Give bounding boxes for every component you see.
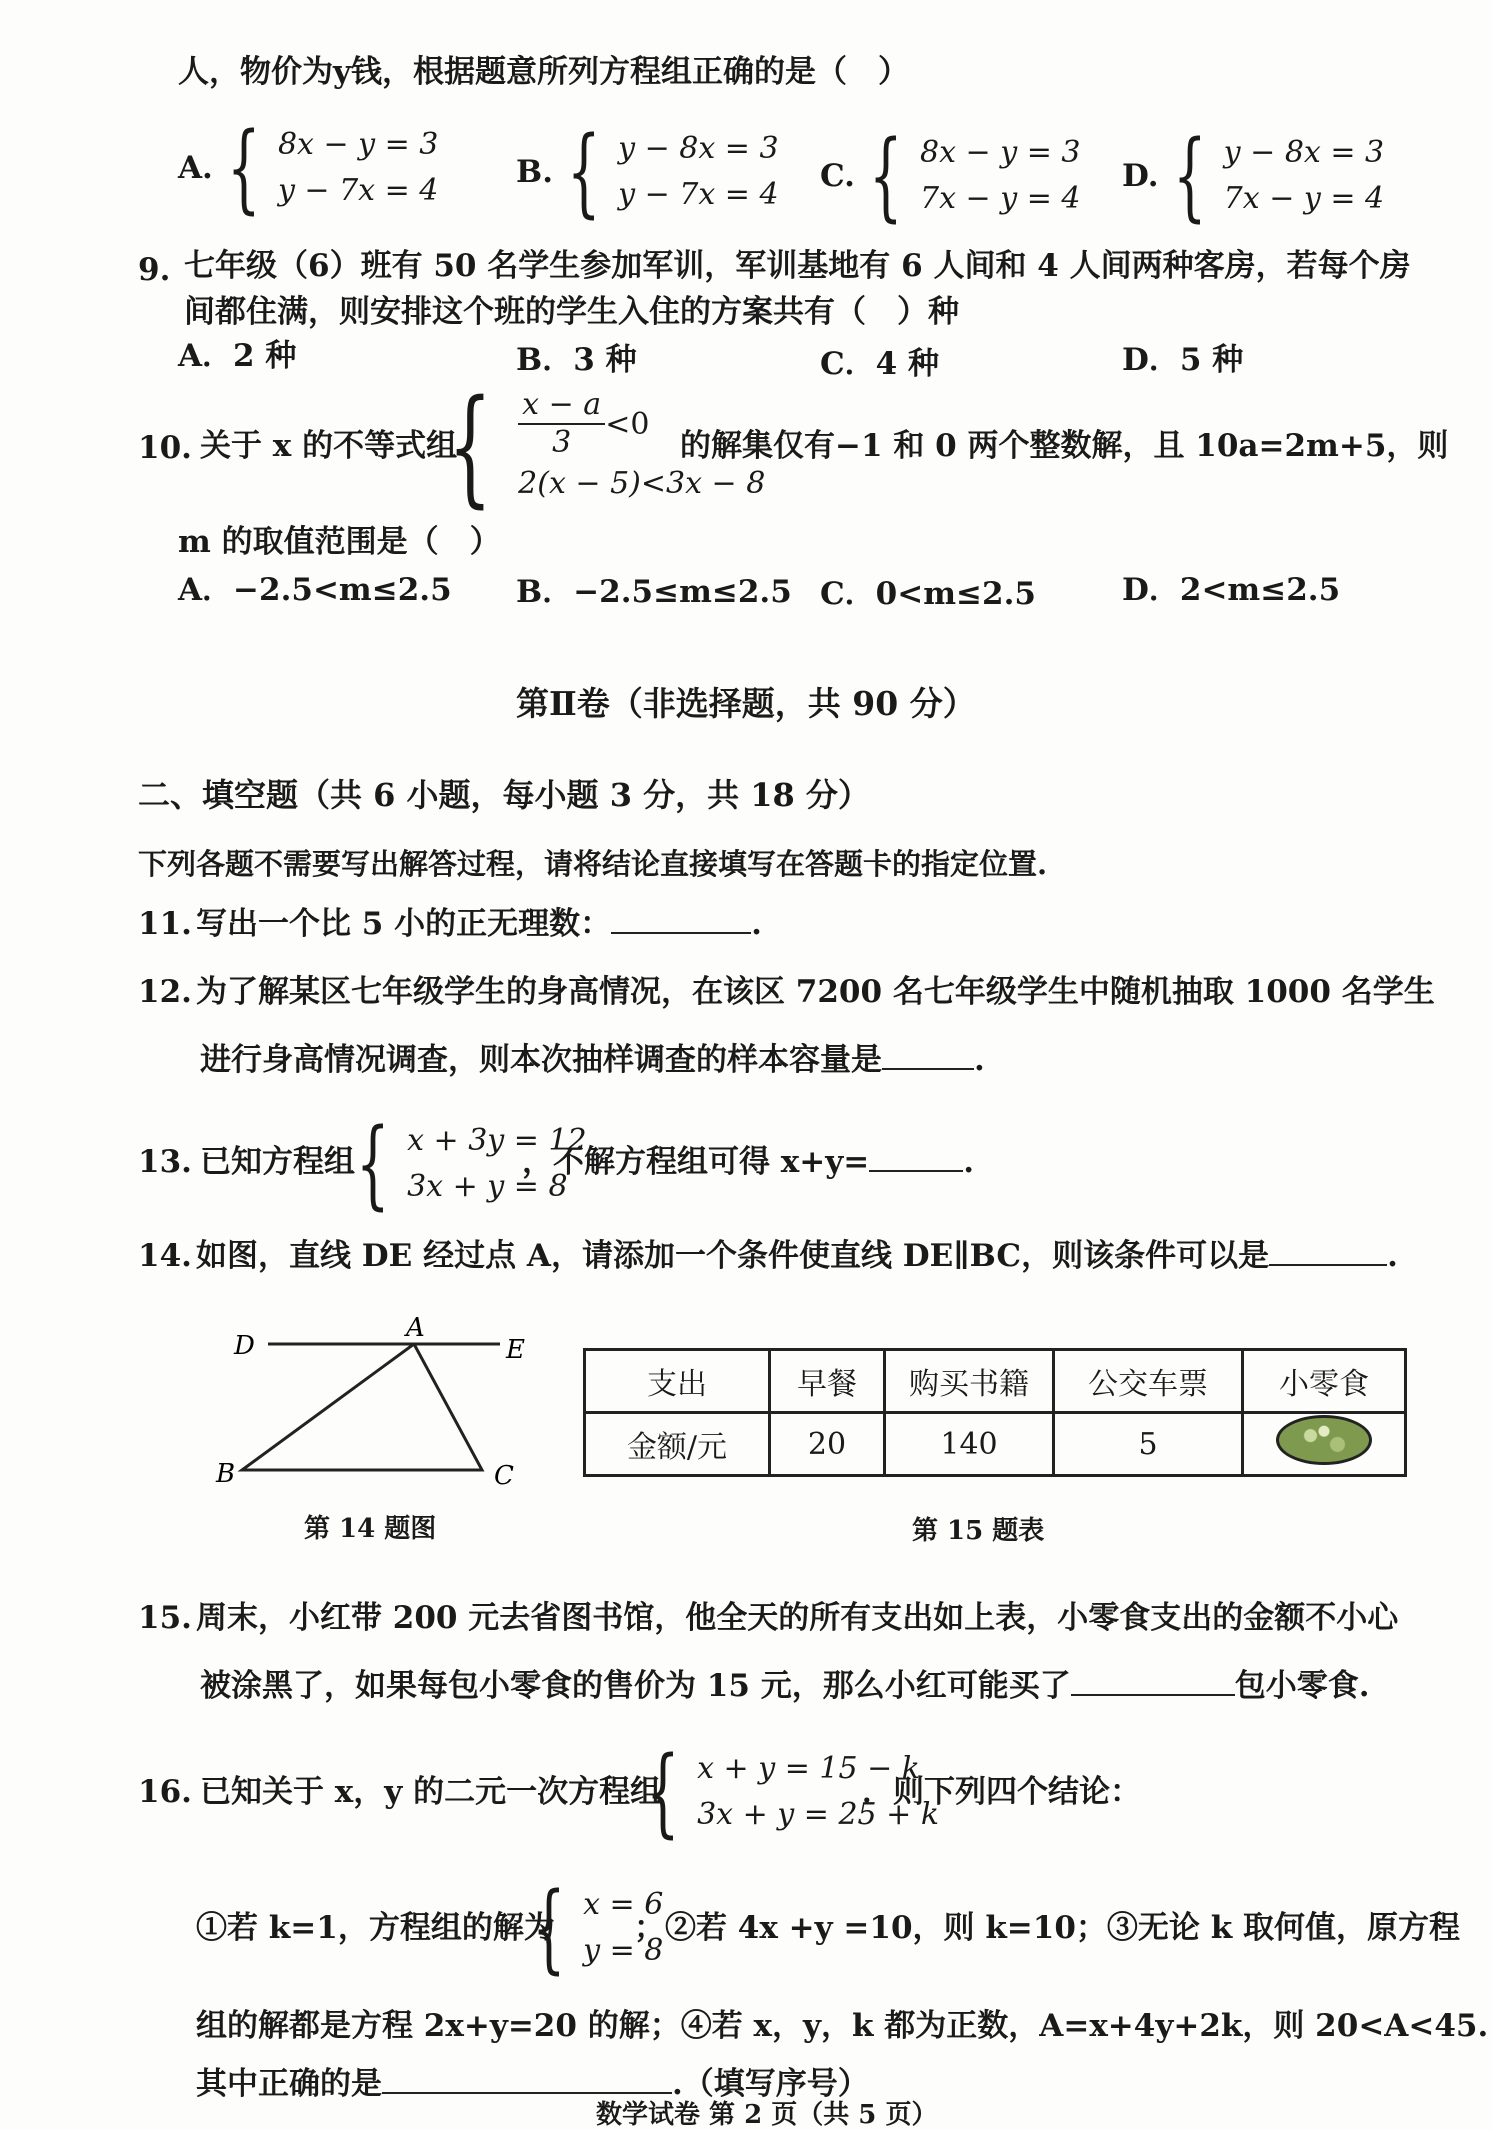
q9-option-b: B．3 种: [516, 342, 637, 378]
q10-inequality-system: { $\frac{x - a}{3}$ <0 2(x − 5)<3x − 8: [448, 373, 766, 520]
blacked-out-snack-amount: [1276, 1415, 1372, 1465]
table-cell: 140: [885, 1413, 1054, 1476]
q10-number: 10.: [138, 430, 192, 466]
triangle-abc: [242, 1344, 482, 1470]
table-header-row: [585, 1350, 1406, 1413]
table-15-caption: 第 15 题表: [912, 1516, 1045, 1546]
table-cell: 5: [1054, 1413, 1243, 1476]
q10-option-b: B．−2.5≤m≤2.5: [516, 574, 792, 610]
q12-line2: 进行身高情况调查，则本次抽样调查的样本容量是 .: [200, 1042, 985, 1078]
q16-number: 16.: [138, 1774, 192, 1810]
q13-equation-system: { x + 3y = 12 3x + y = 8: [356, 1108, 587, 1220]
q15-answer-blank[interactable]: [1071, 1694, 1235, 1696]
page-footer: 数学试卷 第 2 页（共 5 页）: [596, 2100, 938, 2130]
q12-number: 12.: [138, 974, 192, 1010]
q9-number: 9.: [138, 252, 171, 288]
q16-conclusion-1-prefix: ①若 k=1，方程组的解为: [196, 1910, 555, 1946]
q11-number: 11.: [138, 906, 192, 942]
table-header: 支出: [585, 1350, 770, 1413]
q10-prefix: 关于 x 的不等式组: [200, 428, 458, 464]
q10-suffix: 的解集仅有−1 和 0 两个整数解，且 10a=2m+5，则: [680, 428, 1449, 464]
label-d: D: [234, 1331, 255, 1361]
section-heading: 二、填空题（共 6 小题，每小题 3 分，共 18 分）: [138, 776, 870, 814]
table-header: 小零食: [1243, 1350, 1406, 1413]
table-row: [585, 1413, 1406, 1476]
q8-stem: 人，物价为y钱，根据题意所列方程组正确的是（ ）: [178, 54, 910, 90]
q16-line3: 组的解都是方程 2x+y=20 的解；④若 x，y，k 都为正数，A=x+4y+2k，则 20<A<45.: [196, 2008, 1489, 2044]
q16-solution-system: { x = 6 y = 8: [532, 1872, 664, 1984]
q8-option-b: B. { y − 8x = 3 y − 7x = 4: [516, 116, 779, 228]
q8-option-a: A. { 8x − y = 3 y − 7x = 4: [178, 112, 439, 224]
q14-number: 14.: [138, 1238, 192, 1274]
q15-number: 15.: [138, 1600, 192, 1636]
q10-option-d: D．2<m≤2.5: [1122, 572, 1341, 608]
expense-table: [583, 1348, 1407, 1477]
table-header: 购买书籍: [885, 1350, 1054, 1413]
table-cell: 20: [770, 1413, 885, 1476]
table-header: 公交车票: [1054, 1350, 1243, 1413]
table-header: 早餐: [770, 1350, 885, 1413]
figure-14-triangle: [200, 1300, 560, 1500]
q13-suffix: ，不解方程组可得 x+y= .: [522, 1144, 975, 1180]
q9-option-a: A．2 种: [178, 338, 297, 374]
q8-option-d: D. { y − 8x = 3 7x − y = 4: [1122, 120, 1385, 232]
label-c: C: [494, 1461, 514, 1491]
q14-answer-blank[interactable]: [1269, 1264, 1387, 1266]
q9-option-d: D．5 种: [1122, 342, 1244, 378]
q9-line2: 间都住满，则安排这个班的学生入住的方案共有（ ）种: [184, 294, 959, 330]
q11-answer-blank[interactable]: [611, 932, 751, 934]
label-e: E: [506, 1335, 525, 1365]
section-title: 第Ⅱ卷（非选择题，共 90 分）: [516, 684, 976, 723]
q10-option-c: C．0<m≤2.5: [820, 576, 1036, 612]
q15-line1: 周末，小红带 200 元去省图书馆，他全天的所有支出如上表，小零食支出的金额不小心: [196, 1600, 1399, 1636]
table-row-label: 金额/元: [585, 1413, 770, 1476]
label-a: A: [406, 1313, 425, 1343]
q16-prefix: 已知关于 x，y 的二元一次方程组: [200, 1774, 662, 1810]
section-instruction: 下列各题不需要写出解答过程，请将结论直接填写在答题卡的指定位置.: [138, 847, 1048, 881]
q14-text: 如图，直线 DE 经过点 A，请添加一个条件使直线 DE∥BC，则该条件可以是 .: [196, 1238, 1398, 1274]
label-b: B: [216, 1459, 236, 1489]
q13-number: 13.: [138, 1144, 192, 1180]
q9-line1: 七年级（6）班有 50 名学生参加军训，军训基地有 6 人间和 4 人间两种客房，若每个房: [184, 248, 1411, 284]
q13-prefix: 已知方程组: [200, 1144, 355, 1180]
q16-answer-blank[interactable]: [382, 2092, 672, 2094]
q16-suffix: ．则下列四个结论：: [862, 1774, 1141, 1810]
q16-line4: 其中正确的是 .（填写序号）: [196, 2066, 869, 2102]
q10-option-a: A．−2.5<m≤2.5: [178, 572, 452, 608]
q16-conclusion-1-suffix: ；②若 4x +y =10，则 k=10；③无论 k 取何值，原方程: [634, 1910, 1460, 1946]
q10-line2: m 的取值范围是（ ）: [178, 524, 501, 560]
q15-line2: 被涂黑了，如果每包小零食的售价为 15 元，那么小红可能买了 包小零食.: [200, 1668, 1370, 1704]
q12-answer-blank[interactable]: [882, 1068, 974, 1070]
table-cell-obscured: [1243, 1413, 1406, 1476]
q12-line1: 为了解某区七年级学生的身高情况，在该区 7200 名七年级学生中随机抽取 1000 名学生: [196, 974, 1435, 1010]
q8-option-c: C. { 8x − y = 3 7x − y = 4: [820, 120, 1081, 232]
q16-equation-system: { x + y = 15 − k 3x + y = 25 + k: [646, 1736, 940, 1848]
q10-fraction: $\frac{x - a}{3}$: [518, 387, 605, 461]
q11-text: 写出一个比 5 小的正无理数： .: [196, 906, 762, 942]
figure-14-caption: 第 14 题图: [304, 1514, 437, 1544]
q9-option-c: C．4 种: [820, 346, 940, 382]
q13-answer-blank[interactable]: [869, 1170, 963, 1172]
